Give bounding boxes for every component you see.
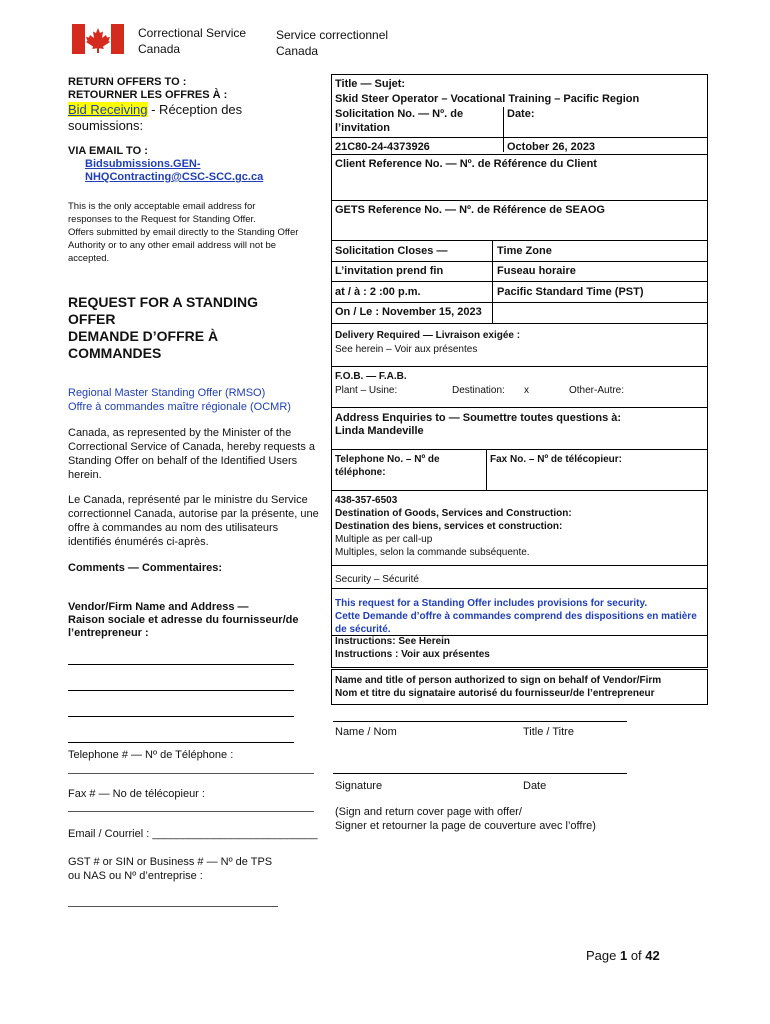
rso-heading-line: DEMANDE D’OFFRE À xyxy=(68,328,219,344)
email-note-line: Authority or to any other email address will not be xyxy=(68,240,277,251)
security-text-fr-1: Cette Demande d’offre à commandes comprend des dispositions en matière xyxy=(335,611,697,622)
authorized-person-en: Name and title of person authorized to sign on behalf of Vendor/Firm xyxy=(335,675,662,686)
sign-return-fr: Signer et retourner la page de couverture avec l’offre) xyxy=(335,820,596,832)
destination-goods-fr: Destination des biens, services et construction: xyxy=(335,521,563,532)
delivery-label: Delivery Required — Livraison exigée : xyxy=(335,330,521,341)
vendor-label-line: l’entrepreneur : xyxy=(68,627,149,639)
page-number xyxy=(586,948,660,963)
title-label: Title — Sujet: xyxy=(335,78,406,90)
signature-authority-box xyxy=(331,669,708,705)
divider xyxy=(332,449,707,450)
page-of: of xyxy=(627,948,646,963)
bid-receiving-rest: - Réception des xyxy=(147,102,243,117)
sign-return-en: (Sign and return cover page with offer/ xyxy=(335,806,522,818)
email-link-2[interactable]: NHQContracting@CSC-SCC.gc.ca xyxy=(85,171,264,183)
divider xyxy=(332,302,707,303)
destination-goods-en: Destination of Goods, Services and Construction: xyxy=(335,508,572,519)
via-email-label: VIA EMAIL TO : xyxy=(68,145,148,157)
name-label: Name / Nom xyxy=(335,726,397,738)
divider xyxy=(332,588,707,589)
closes-date: On / Le : November 15, 2023 xyxy=(335,306,482,318)
telephone-field[interactable] xyxy=(68,773,314,774)
delivery-value: See herein – Voir aux présentes xyxy=(335,344,478,355)
other-label: Other-Autre: xyxy=(569,385,625,396)
vendor-address-line[interactable] xyxy=(68,716,294,717)
vendor-label xyxy=(68,601,298,640)
client-reference: Client Reference No. — Nº. de Référence du Client xyxy=(335,158,597,170)
divider xyxy=(332,137,707,138)
divider xyxy=(503,107,504,152)
time-zone-label: Time Zone xyxy=(497,245,552,257)
canada-request-line: identifiés énumérés ci-après. xyxy=(68,536,209,548)
telephone-no-label-2: téléphone: xyxy=(335,467,386,478)
canada-request-line: herein. xyxy=(68,469,102,481)
time-zone-value: Pacific Standard Time (PST) xyxy=(497,286,644,298)
bid-receiving-highlight: Bid Receiving xyxy=(68,102,148,117)
destination-label: Destination: xyxy=(452,385,505,396)
divider xyxy=(332,366,707,367)
gst-label-2: ou NAS ou Nº d’entreprise : xyxy=(68,870,203,882)
security-text-fr-2: de sécurité. xyxy=(335,624,391,635)
fax-no-label: Fax No. – Nº de télécopieur: xyxy=(490,454,623,465)
title-label-sign: Title / Titre xyxy=(523,726,574,738)
solicitation-label-2: l’invitation xyxy=(335,122,390,134)
date-label: Date: xyxy=(507,108,535,120)
destination-mark: x xyxy=(524,385,529,396)
divider xyxy=(332,407,707,408)
page-prefix: Page xyxy=(586,948,620,963)
instructions-fr: Instructions : Voir aux présentes xyxy=(335,649,490,660)
email-note-line: responses to the Request for Standing Offer. xyxy=(68,214,256,225)
email-label: Email / Courriel : ___________________________ xyxy=(68,828,318,840)
canada-flag-icon xyxy=(72,24,124,54)
gst-field[interactable] xyxy=(68,906,278,907)
divider xyxy=(332,490,707,491)
bid-receiving xyxy=(68,102,242,117)
email-note-line: Offers submitted by email directly to the Standing Offer xyxy=(68,227,299,238)
enquiries-contact: Linda Mandeville xyxy=(335,425,424,437)
canada-request-line: Standing Offer on behalf of the Identified Users xyxy=(68,455,298,467)
page-total: 42 xyxy=(645,948,660,963)
divider xyxy=(332,323,707,324)
telephone-label: Telephone # — Nº de Téléphone : xyxy=(68,749,234,761)
fob-label: F.O.B. — F.A.B. xyxy=(335,371,407,382)
divider xyxy=(332,154,707,155)
canada-request-en xyxy=(68,426,315,482)
canada-request-line: Correctional Service of Canada, hereby requests a xyxy=(68,441,316,453)
page-current: 1 xyxy=(619,948,628,963)
security-text-en: This request for a Standing Offer includes provisions for security. xyxy=(335,598,648,609)
enquiries-label: Address Enquiries to — Soumettre toutes questions à: xyxy=(335,412,622,424)
rso-heading-line: OFFER xyxy=(68,311,116,327)
divider xyxy=(332,240,707,241)
security-label: Security – Sécurité xyxy=(335,574,419,585)
gets-reference: GETS Reference No. — Nº. de Référence de SEAOG xyxy=(335,204,605,216)
destination-goods-value-en: Multiple as per call-up xyxy=(335,534,433,545)
canada-request-fr xyxy=(68,493,319,549)
rso-heading-line: REQUEST FOR A STANDING xyxy=(68,294,259,310)
comments-label: Comments — Commentaires: xyxy=(68,562,223,574)
email-note xyxy=(68,200,298,265)
canada-request-line: correctionnel Canada, autorise par la présente, une xyxy=(68,508,319,520)
vendor-address-line[interactable] xyxy=(68,690,294,691)
date-value: October 26, 2023 xyxy=(507,141,596,153)
title-value: Skid Steer Operator – Vocational Training – Pacific Region xyxy=(335,93,640,105)
divider xyxy=(332,200,707,201)
divider xyxy=(332,261,707,262)
rso-heading xyxy=(68,294,258,362)
fax-label: Fax # — No de télécopieur : xyxy=(68,788,205,800)
bid-receiving-rest-2: soumissions: xyxy=(68,118,144,133)
dept-name-fr-1: Service correctionnel xyxy=(276,28,389,42)
telephone-no-label-1: Telephone No. – Nº de xyxy=(335,454,440,465)
divider xyxy=(332,565,707,566)
dept-name-en-1: Correctional Service xyxy=(138,26,247,40)
telephone-no-value: 438-357-6503 xyxy=(335,495,398,506)
instructions-en: Instructions: See Herein xyxy=(335,636,451,647)
rso-heading-line: COMMANDES xyxy=(68,345,162,361)
email-note-line: This is the only acceptable email address for xyxy=(68,201,256,212)
divider xyxy=(332,281,707,282)
closes-label-1: Solicitation Closes — xyxy=(335,245,448,257)
solicitation-number: 21C80-24-4373926 xyxy=(335,141,430,153)
return-offers-en: RETURN OFFERS TO : xyxy=(68,76,187,88)
vendor-address-line[interactable] xyxy=(68,664,294,665)
solicitation-label-1: Solicitation No. — Nº. de xyxy=(335,108,464,120)
email-link-1[interactable]: Bidsubmissions.GEN- xyxy=(85,158,201,170)
dept-name-fr-2: Canada xyxy=(276,44,319,58)
signature-label: Signature xyxy=(335,780,383,792)
divider xyxy=(486,449,487,490)
canada-request-line: offre à commandes au nom des utilisateurs xyxy=(68,522,279,534)
rmso-fr: Offre à commandes maître régionale (OCMR) xyxy=(68,401,291,413)
return-offers-fr: RETOURNER LES OFFRES À : xyxy=(68,89,228,101)
email-note-line: accepted. xyxy=(68,253,110,264)
gst-label-1: GST # or SIN or Business # — Nº de TPS xyxy=(68,856,273,868)
closes-label-2: L’invitation prend fin xyxy=(335,265,444,277)
plant-label: Plant – Usine: xyxy=(335,385,398,396)
destination-goods-value-fr: Multiples, selon la commande subséquente. xyxy=(335,547,530,558)
authorized-person-fr: Nom et titre du signataire autorisé du fournisseur/de l’entrepreneur xyxy=(335,688,655,699)
fax-field[interactable] xyxy=(68,811,314,812)
signature-field[interactable] xyxy=(333,773,627,774)
canada-request-line: Le Canada, représenté par le ministre du Service xyxy=(68,494,308,506)
name-title-field[interactable] xyxy=(333,721,627,722)
dept-name-en-2: Canada xyxy=(138,42,181,56)
vendor-label-line: Vendor/Firm Name and Address — xyxy=(68,601,249,613)
rmso-en: Regional Master Standing Offer (RMSO) xyxy=(68,387,266,399)
time-zone-label-fr: Fuseau horaire xyxy=(497,265,576,277)
solicitation-info-box xyxy=(331,74,708,668)
vendor-address-line[interactable] xyxy=(68,742,294,743)
canada-request-line: Canada, as represented by the Minister of the xyxy=(68,427,292,439)
date-label-sign: Date xyxy=(523,780,547,792)
vendor-label-line: Raison sociale et adresse du fournisseur/de xyxy=(68,614,299,626)
closes-time: at / à : 2 :00 p.m. xyxy=(335,286,421,298)
